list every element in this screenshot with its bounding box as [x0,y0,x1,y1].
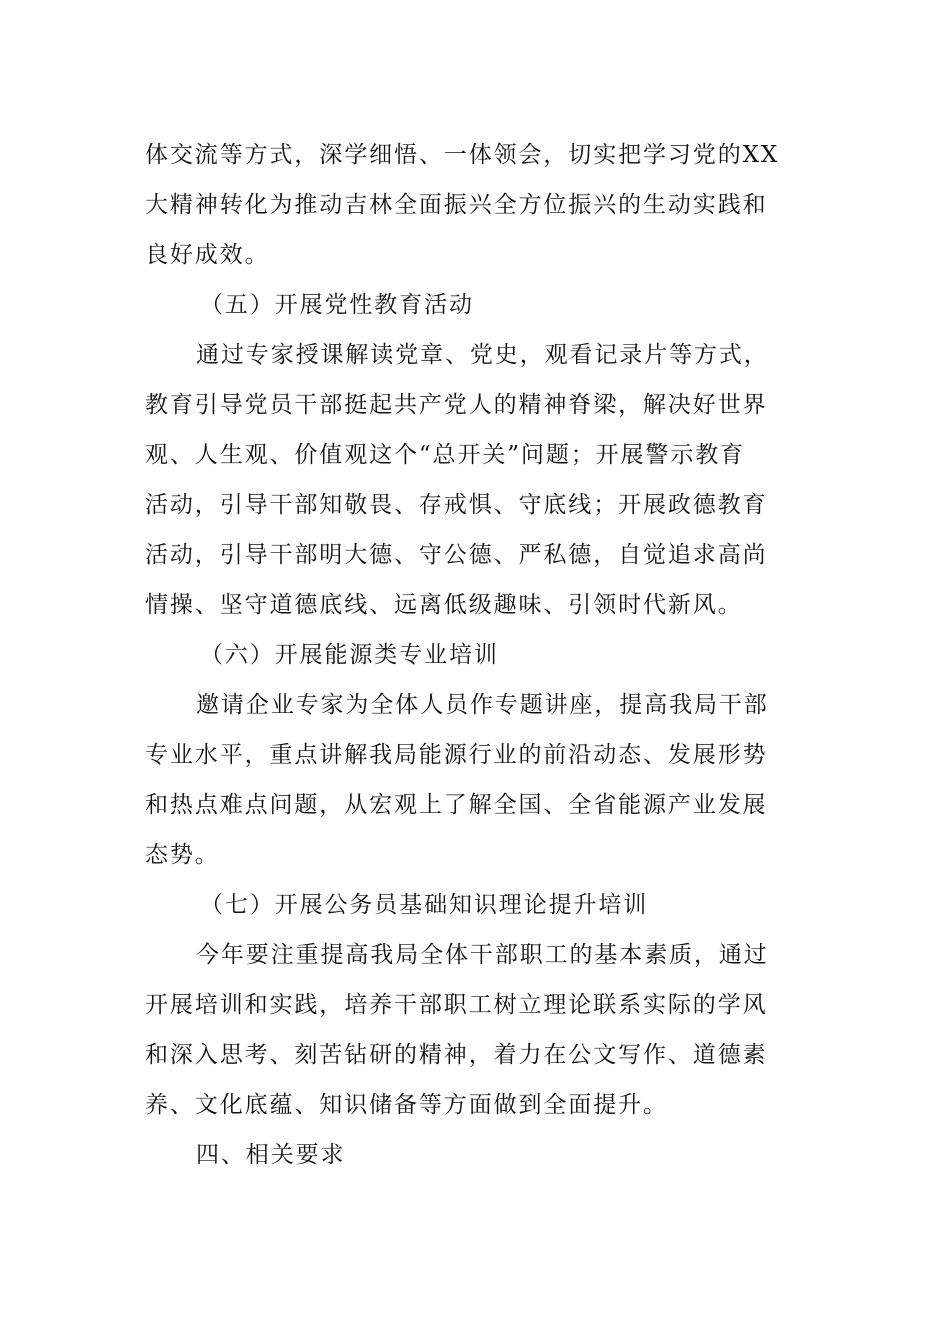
paragraph-continuation-line: 良好成效。 [145,242,270,268]
section-five-paragraph-line: 观、人生观、价值观这个“总开关”问题；开展警示教育 [145,442,746,468]
section-seven-paragraph-line: 养、文化底蕴、知识储备等方面做到全面提升。 [145,1092,668,1118]
section-five-paragraph-line: 通过专家授课解读党章、党史，观看记录片等方式， [196,342,769,368]
section-seven-paragraph-line: 今年要注重提高我局全体干部职工的基本素质，通过 [196,942,769,968]
section-six-paragraph-line: 和热点难点问题，从宏观上了解全国、全省能源产业发展 [145,792,768,818]
section-five-paragraph-line: 活动，引导干部明大德、守公德、严私德，自觉追求高尚 [145,542,768,568]
section-seven-paragraph-line: 和深入思考、刻苦钻研的精神，着力在公文写作、道德素 [145,1042,768,1068]
section-five-paragraph-line: 情操、坚守道德底线、远离低级趣味、引领时代新风。 [145,592,743,618]
section-six-paragraph-line: 态势。 [145,842,220,868]
section-five-paragraph-line: 活动，引导干部知敬畏、存戒惧、守底线；开展政德教育 [145,492,768,518]
section-five-paragraph-line: 教育引导党员干部挺起共产党人的精神脊梁，解决好世界 [145,392,768,418]
section-heading-seven: （七）开展公务员基础知识理论提升培训 [200,892,649,918]
section-heading-four: 四、相关要求 [196,1142,346,1168]
section-six-paragraph-line: 邀请企业专家为全体人员作专题讲座，提高我局干部 [196,692,769,718]
section-heading-six: （六）开展能源类专业培训 [200,642,499,668]
section-six-paragraph-line: 专业水平，重点讲解我局能源行业的前沿动态、发展形势 [145,742,768,768]
paragraph-continuation-line: 大精神转化为推动吉林全面振兴全方位振兴的生动实践和 [145,192,768,218]
section-heading-five: （五）开展党性教育活动 [200,292,474,318]
section-seven-paragraph-line: 开展培训和实践，培养干部职工树立理论联系实际的学风 [145,992,768,1018]
paragraph-continuation-line: 体交流等方式，深学细悟、一体领会，切实把学习党的XX [145,142,780,168]
